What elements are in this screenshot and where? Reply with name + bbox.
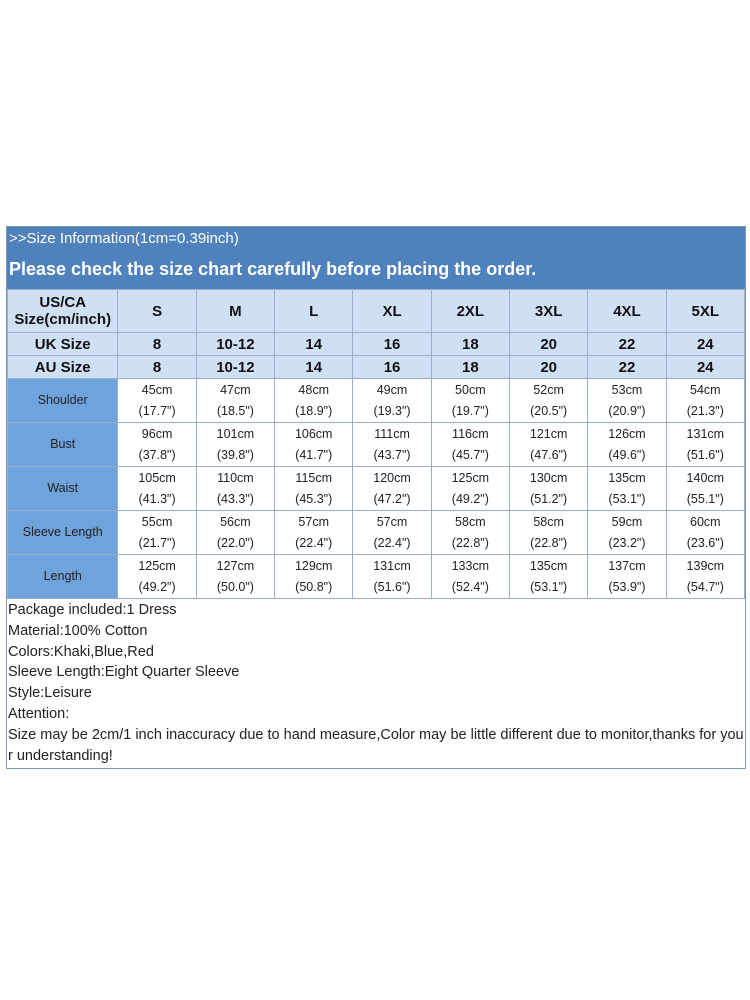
measurement-cm: 57cm xyxy=(298,514,329,529)
au-size-cell: 14 xyxy=(275,356,353,379)
measurement-cell xyxy=(510,555,588,599)
size-header-cell: 5XL xyxy=(666,290,744,333)
measurement-cm: 58cm xyxy=(533,514,564,529)
uk-size-cell: 10-12 xyxy=(196,333,274,356)
measurement-cm: 135cm xyxy=(529,558,568,573)
measurement-cell xyxy=(588,423,666,467)
measurement-cm: 47cm xyxy=(220,382,251,397)
measurement-inch: (50.0") xyxy=(216,579,254,594)
uk-size-cell: 22 xyxy=(588,333,666,356)
measurement-cell xyxy=(196,467,274,511)
measurement-cm: 129cm xyxy=(294,558,333,573)
measurement-inch: (22.0") xyxy=(216,535,254,550)
measurement-cell xyxy=(431,379,509,423)
measurement-cm: 137cm xyxy=(608,558,646,573)
measurement-row xyxy=(8,467,745,511)
size-header-cell: 4XL xyxy=(588,290,666,333)
measurement-inch: (51.6") xyxy=(686,447,724,462)
measurement-label: Length xyxy=(8,555,118,599)
measurement-cm: 115cm xyxy=(295,470,333,485)
measurement-cm: 48cm xyxy=(298,382,329,397)
measurement-inch: (43.3") xyxy=(216,491,254,506)
measurement-row xyxy=(8,423,745,467)
measurement-cell xyxy=(666,423,744,467)
measurement-cm: 139cm xyxy=(686,558,725,573)
measurement-inch: (47.6") xyxy=(530,447,568,462)
measurement-inch: (22.4") xyxy=(295,535,333,550)
measurement-inch: (49.2") xyxy=(138,579,176,594)
measurement-cm: 105cm xyxy=(138,470,176,485)
note-material: Material:100% Cotton xyxy=(8,622,148,639)
measurement-cell xyxy=(588,555,666,599)
size-header-cell: L xyxy=(275,290,353,333)
measurement-cell xyxy=(510,511,588,555)
uk-size-cell: 14 xyxy=(275,333,353,356)
measurement-cell xyxy=(353,379,431,423)
note-disclaimer: Size may be 2cm/1 inch inaccuracy due to hand measure,Color may be little different due to monitor,thanks for your understanding! xyxy=(8,726,744,764)
measurement-cell xyxy=(275,379,353,423)
measurement-label: Bust xyxy=(8,423,118,467)
measurement-cm: 57cm xyxy=(376,514,408,529)
measurement-cell xyxy=(510,423,588,467)
au-size-cell: 8 xyxy=(118,356,196,379)
size-header-cell: 3XL xyxy=(510,290,588,333)
measurement-cell xyxy=(275,555,353,599)
measurement-cell xyxy=(196,511,274,555)
measurement-row xyxy=(8,511,745,555)
measurement-inch: (51.6") xyxy=(373,579,411,594)
measurement-cell xyxy=(666,555,744,599)
measurement-cm: 55cm xyxy=(141,514,173,529)
measurement-row xyxy=(8,379,745,423)
measurement-cm: 116cm xyxy=(452,426,489,441)
measurement-inch: (41.7") xyxy=(295,447,333,462)
size-label-line1: US/CA xyxy=(39,294,87,311)
au-size-cell: 10-12 xyxy=(196,356,274,379)
measurement-cm: 121cm xyxy=(529,426,568,441)
uk-size-row xyxy=(8,333,745,356)
measurement-cm: 53cm xyxy=(611,382,643,397)
measurement-cm: 96cm xyxy=(141,426,173,441)
measurement-cell xyxy=(118,555,196,599)
measurement-cell xyxy=(353,423,431,467)
measurement-cm: 50cm xyxy=(455,382,486,397)
measurement-cell xyxy=(118,467,196,511)
au-size-row xyxy=(8,356,745,379)
measurement-cell xyxy=(118,511,196,555)
au-size-label: AU Size xyxy=(8,356,118,379)
measurement-inch: (54.7") xyxy=(686,579,724,594)
measurement-cm: 125cm xyxy=(451,470,490,485)
measurement-cell xyxy=(353,555,431,599)
note-package: Package included:1 Dress xyxy=(8,602,177,618)
measurement-cm: 133cm xyxy=(451,558,490,573)
measurement-cell xyxy=(196,555,274,599)
measurement-inch: (49.6") xyxy=(608,447,646,462)
measurement-inch: (39.8") xyxy=(216,447,254,462)
au-size-cell: 24 xyxy=(666,356,744,379)
measurement-cell xyxy=(431,511,509,555)
au-size-cell: 16 xyxy=(353,356,431,379)
au-size-cell: 20 xyxy=(510,356,588,379)
measurement-inch: (37.8") xyxy=(138,447,176,462)
measurement-cell xyxy=(666,467,744,511)
measurement-cm: 54cm xyxy=(690,382,721,397)
measurement-inch: (23.2") xyxy=(608,535,646,550)
size-header-cell: S xyxy=(118,290,196,333)
measurement-inch: (52.4") xyxy=(451,579,489,594)
measurement-inch: (55.1") xyxy=(686,491,724,506)
measurement-cell xyxy=(275,511,353,555)
measurement-label: Shoulder xyxy=(8,379,118,423)
measurement-inch: (41.3") xyxy=(138,491,176,506)
measurement-cell xyxy=(666,511,744,555)
measurement-inch: (20.5") xyxy=(530,403,568,418)
measurement-inch: (45.3") xyxy=(295,491,333,506)
measurement-cm: 56cm xyxy=(220,514,251,529)
measurement-cell xyxy=(666,379,744,423)
measurement-inch: (19.3") xyxy=(373,403,411,418)
measurement-cm: 140cm xyxy=(686,470,725,485)
size-header-cell: XL xyxy=(353,290,431,333)
measurement-inch: (50.8") xyxy=(295,579,333,594)
measurement-cell xyxy=(275,467,353,511)
measurement-cell xyxy=(275,423,353,467)
measurement-cell xyxy=(196,379,274,423)
measurement-inch: (18.5") xyxy=(216,403,254,418)
measurement-cm: 52cm xyxy=(533,382,564,397)
au-size-cell: 22 xyxy=(588,356,666,379)
size-label-line2: Size(cm/inch) xyxy=(14,311,112,328)
measurement-cell xyxy=(353,467,431,511)
measurement-label: Sleeve Length xyxy=(8,511,118,555)
measurement-cell xyxy=(353,511,431,555)
size-info-title: >>Size Information(1cm=0.39inch) xyxy=(9,230,239,247)
measurement-cm: 131cm xyxy=(373,558,411,573)
measurement-inch: (21.3") xyxy=(686,403,724,418)
measurement-cell xyxy=(431,555,509,599)
measurement-cell xyxy=(510,379,588,423)
size-warning: Please check the size chart carefully before placing the order. xyxy=(9,259,537,279)
note-sleeve: Sleeve Length:Eight Quarter Sleeve xyxy=(8,664,240,681)
measurement-inch: (22.8") xyxy=(451,535,489,550)
note-style: Style:Leisure xyxy=(8,685,92,702)
measurement-cm: 101cm xyxy=(216,426,255,441)
measurement-inch: (22.4") xyxy=(373,535,411,550)
note-attention: Attention: xyxy=(8,705,70,722)
measurement-cm: 127cm xyxy=(216,558,255,573)
measurement-inch: (21.7") xyxy=(138,535,176,550)
uk-size-label: UK Size xyxy=(8,333,118,356)
measurement-cell xyxy=(118,423,196,467)
measurement-row xyxy=(8,555,745,599)
product-notes xyxy=(7,599,745,768)
measurement-inch: (53.1") xyxy=(530,579,568,594)
measurement-cm: 49cm xyxy=(376,382,408,397)
measurement-cell xyxy=(196,423,274,467)
size-header-cell: 2XL xyxy=(431,290,509,333)
size-chart xyxy=(6,226,746,769)
measurement-cell xyxy=(510,467,588,511)
measurement-cm: 130cm xyxy=(529,470,568,485)
measurement-cm: 120cm xyxy=(373,470,411,485)
uk-size-cell: 16 xyxy=(353,333,431,356)
measurement-inch: (43.7") xyxy=(373,447,411,462)
measurement-cm: 106cm xyxy=(294,426,333,441)
uk-size-cell: 8 xyxy=(118,333,196,356)
measurement-cm: 110cm xyxy=(217,470,254,485)
measurement-cell xyxy=(118,379,196,423)
measurement-cell xyxy=(431,467,509,511)
measurement-inch: (23.6") xyxy=(686,535,724,550)
measurement-cm: 45cm xyxy=(141,382,173,397)
uk-size-cell: 18 xyxy=(431,333,509,356)
measurement-inch: (45.7") xyxy=(451,447,489,462)
measurement-cell xyxy=(588,379,666,423)
uk-size-cell: 20 xyxy=(510,333,588,356)
uk-size-cell: 24 xyxy=(666,333,744,356)
au-size-cell: 18 xyxy=(431,356,509,379)
measurement-cell xyxy=(431,423,509,467)
measurement-inch: (17.7") xyxy=(138,403,176,418)
measurement-cm: 135cm xyxy=(608,470,646,485)
size-header-cell: M xyxy=(196,290,274,333)
measurement-inch: (51.2") xyxy=(530,491,568,506)
measurement-inch: (53.1") xyxy=(608,491,646,506)
measurement-cell xyxy=(588,511,666,555)
measurement-label: Waist xyxy=(8,467,118,511)
measurement-cm: 126cm xyxy=(608,426,646,441)
measurement-inch: (22.8") xyxy=(530,535,568,550)
measurement-inch: (49.2") xyxy=(451,491,489,506)
measurement-cell xyxy=(588,467,666,511)
measurement-cm: 131cm xyxy=(686,426,725,441)
measurement-cm: 125cm xyxy=(138,558,176,573)
measurement-cm: 111cm xyxy=(374,426,410,441)
measurement-cm: 59cm xyxy=(611,514,643,529)
note-colors: Colors:Khaki,Blue,Red xyxy=(8,643,154,660)
size-header-row xyxy=(8,290,745,333)
measurement-inch: (19.7") xyxy=(451,403,489,418)
measurement-cm: 60cm xyxy=(690,514,721,529)
measurement-inch: (47.2") xyxy=(373,491,411,506)
size-chart-header xyxy=(7,227,745,289)
measurement-cm: 58cm xyxy=(455,514,486,529)
measurement-inch: (20.9") xyxy=(608,403,646,418)
measurement-inch: (18.9") xyxy=(295,403,333,418)
size-table xyxy=(7,289,745,599)
size-label-cell xyxy=(8,290,118,333)
measurement-inch: (53.9") xyxy=(608,579,646,594)
